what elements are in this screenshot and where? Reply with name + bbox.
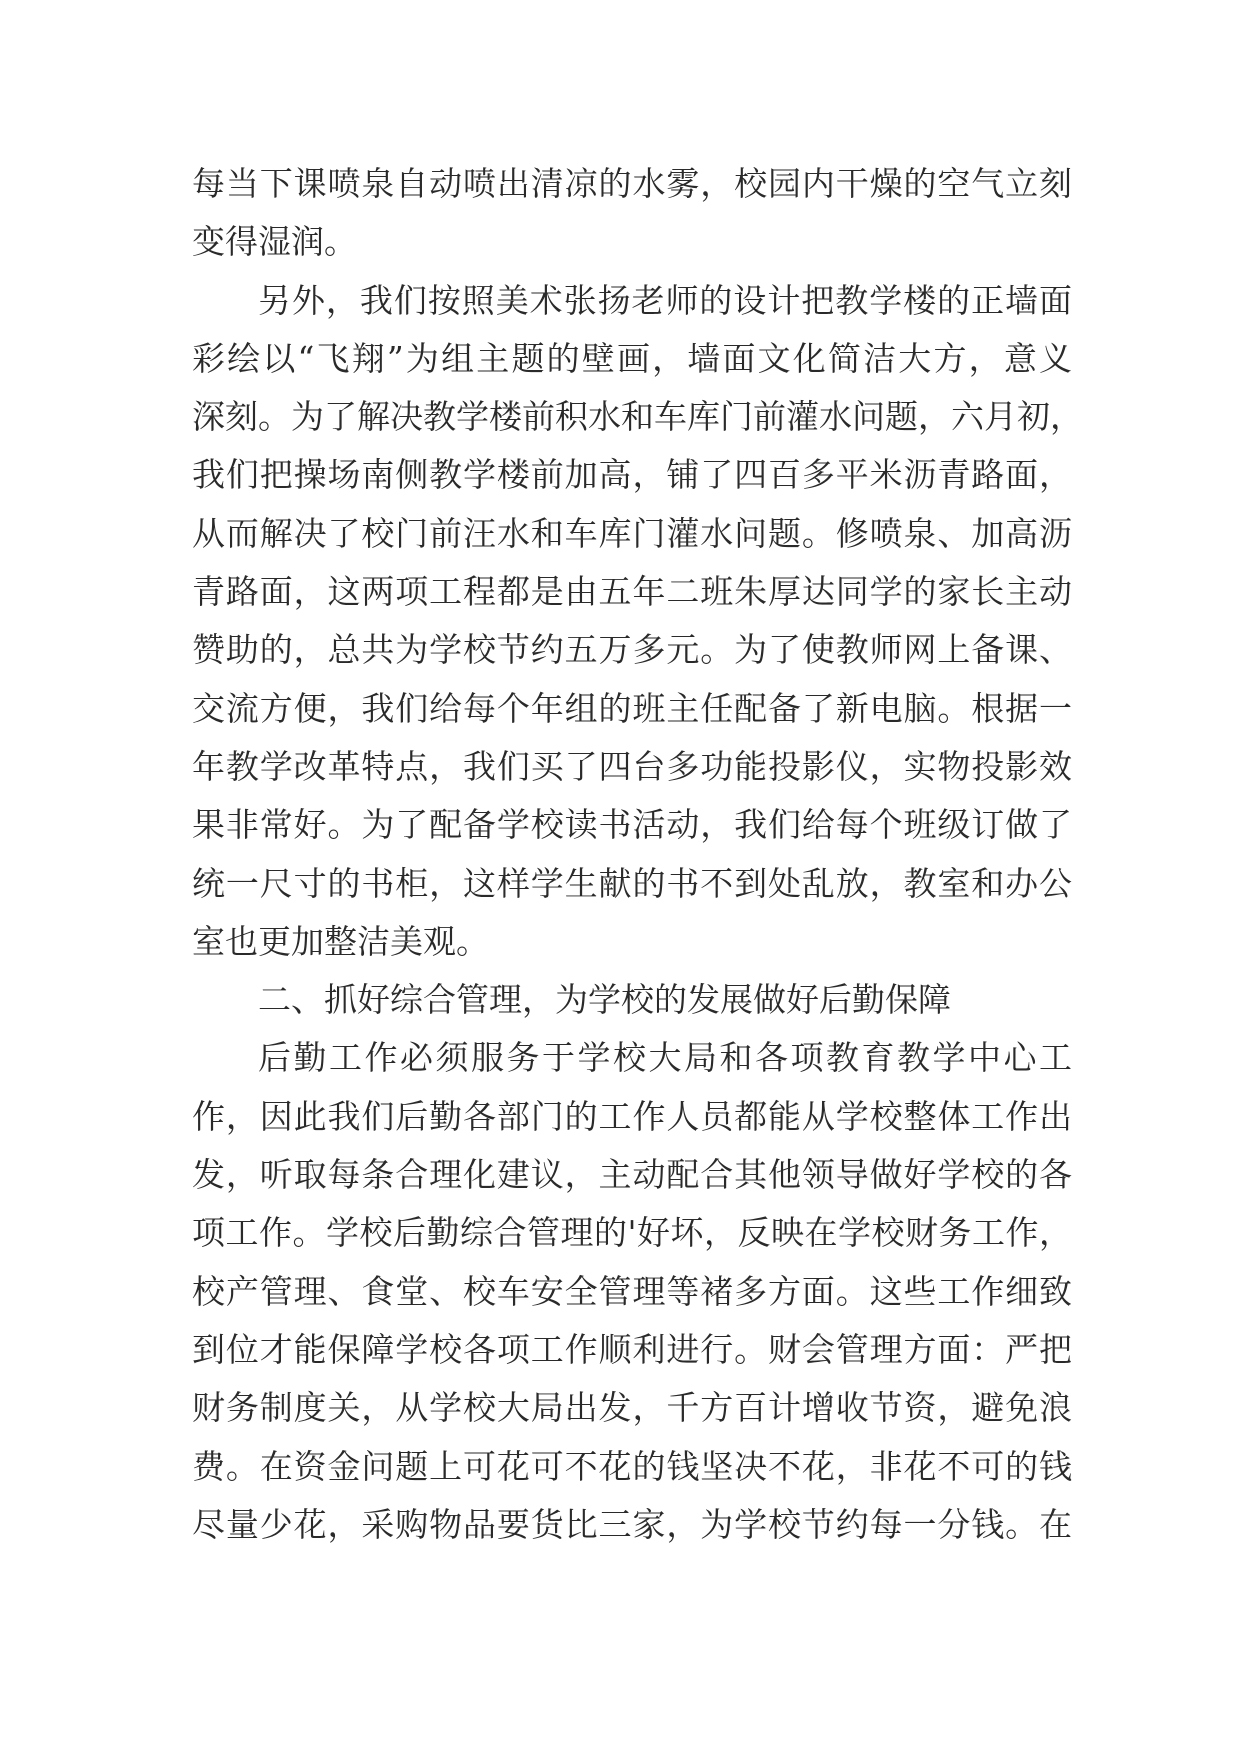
text-line: 每当下课喷泉自动喷出清凉的水雾，校园内干燥的空气立刻	[192, 164, 1072, 203]
text-line: 校产管理、食堂、校车安全管理等褚多方面。这些工作细致	[192, 1271, 1072, 1311]
paragraph-start-line: 另外，我们按照美术张扬老师的设计把教学楼的正墙面	[258, 280, 1072, 320]
text-line: 发，听取每条合理化建议，主动配合其他领导做好学校的各	[192, 1155, 1072, 1195]
text-line: 尽量少花，采购物品要货比三家，为学校节约每一分钱。在	[192, 1504, 1072, 1544]
text-line: 项工作。学校后勤综合管理的'好坏，反映在学校财务工作，	[192, 1213, 1072, 1253]
text-line: 财务制度关，从学校大局出发，千方百计增收节资，避免浪	[192, 1388, 1072, 1428]
text-line: 深刻。为了解决教学楼前积水和车库门前灌水问题，六月初，	[192, 397, 1083, 437]
text-line: 交流方便，我们给每个年组的班主任配备了新电脑。根据一	[192, 688, 1072, 728]
section-heading: 二、抓好综合管理，为学校的发展做好后勤保障	[258, 980, 951, 1020]
text-line: 到位才能保障学校各项工作顺利进行。财会管理方面：严把	[192, 1329, 1072, 1369]
text-line: 室也更加整洁美观。	[192, 921, 489, 961]
text-line: 赞助的，总共为学校节约五万多元。为了使教师网上备课、	[192, 630, 1072, 670]
text-line: 我们把操场南侧教学楼前加高，铺了四百多平米沥青路面，	[192, 455, 1072, 495]
text-line: 作，因此我们后勤各部门的工作人员都能从学校整体工作出	[192, 1096, 1072, 1136]
paragraph-start-line: 后勤工作必须服务于学校大局和各项教育教学中心工	[258, 1038, 1072, 1078]
document-body	[192, 155, 1083, 1554]
text-line: 费。在资金问题上可花可不花的钱坚决不花，非花不可的钱	[192, 1446, 1072, 1486]
text-line: 青路面，这两项工程都是由五年二班朱厚达同学的家长主动	[192, 572, 1072, 612]
text-line: 年教学改革特点，我们买了四台多功能投影仪，实物投影效	[192, 746, 1072, 786]
text-line: 彩绘以“飞翔”为组主题的壁画，墙面文化简洁大方，意义	[192, 338, 1072, 378]
text-line: 从而解决了校门前汪水和车库门灌水问题。修喷泉、加高沥	[192, 513, 1072, 553]
text-line: 变得湿润。	[192, 222, 357, 262]
text-line: 统一尺寸的书柜，这样学生献的书不到处乱放，教室和办公	[192, 863, 1072, 903]
text-line: 果非常好。为了配备学校读书活动，我们给每个班级订做了	[192, 805, 1072, 845]
